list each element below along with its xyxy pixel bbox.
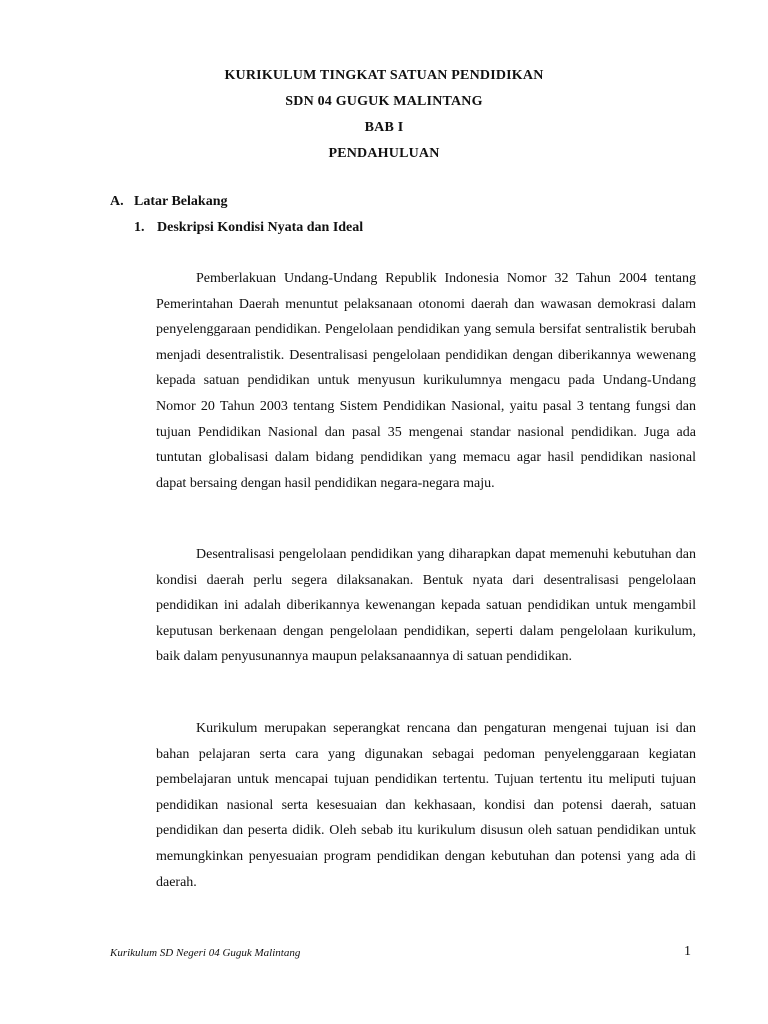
subsection-label: Deskripsi Kondisi Nyata dan Ideal xyxy=(157,220,364,235)
subsection-heading xyxy=(134,220,363,236)
section-marker: A. xyxy=(110,194,124,209)
section-label: Latar Belakang xyxy=(134,194,228,209)
body-paragraph: Desentralisasi pengelolaan pendidikan yang diharapkan dapat memenuhi kebutuhan dan kondisi daerah perlu segera dilaksanakan. Bentuk nyata dari desentralisasi pengelolaan pendidikan ini adalah diberikannya kewenangan kepada satuan pendidikan untuk mengambil keputusan berkenaan dengan pengelolaan pendidikan, seperti dalam pengelolaan kurikulum, baik dalam penyusunannya maupun pelaksanaannya di satuan pendidikan. xyxy=(156,547,696,665)
page-number: 1 xyxy=(684,944,691,959)
body-paragraph: Pemberlakuan Undang-Undang Republik Indonesia Nomor 32 Tahun 2004 tentang Pemerintahan Daerah menuntut pelaksanaan otonomi daerah dan wawasan demokrasi dalam penyelenggaraan pendidikan. Pengelolaan pendidikan yang semula bersifat sentralistik berubah menjadi desentralistik. Desentralisasi pengelolaan pendidikan dengan diberikannya wewenang kepada satuan pendidikan untuk menyusun kurikulumnya mengacu pada Undang-Undang Nomor 20 Tahun 2003 tentang Sistem Pendidikan Nasional, yaitu pasal 3 tentang fungsi dan tujuan Pendidikan Nasional dan pasal 35 mengenai standar nasional pendidikan. Juga ada tuntutan globalisasi dalam bidang pendidikan yang memacu agar hasil pendidikan nasional dapat bersaing dengan hasil pendidikan negara-negara maju. xyxy=(156,271,696,491)
body-paragraph: Kurikulum merupakan seperangkat rencana dan pengaturan mengenai tujuan isi dan bahan pelajaran serta cara yang digunakan sebagai pedoman penyelenggaraan kegiatan pembelajaran untuk mencapai tujuan pendidikan tertentu. Tujuan tertentu itu meliputi tujuan pendidikan nasional serta kesesuaian dan kekhasaan, kondisi dan potensi daerah, satuan pendidikan dan peserta didik. Oleh sebab itu kurikulum disusun oleh satuan pendidikan untuk memungkinkan penyesuaian program pendidikan dengan kebutuhan dan potensi yang ada di daerah. xyxy=(156,721,696,890)
section-heading xyxy=(110,194,227,210)
chapter-title: PENDAHULUAN xyxy=(328,146,440,161)
chapter-number: BAB I xyxy=(364,120,404,135)
footer-running-title: Kurikulum SD Negeri 04 Guguk Malintang xyxy=(110,947,301,959)
school-name: SDN 04 GUGUK MALINTANG xyxy=(285,94,483,109)
document-title: KURIKULUM TINGKAT SATUAN PENDIDIKAN xyxy=(224,68,544,83)
subsection-marker: 1. xyxy=(134,220,145,235)
